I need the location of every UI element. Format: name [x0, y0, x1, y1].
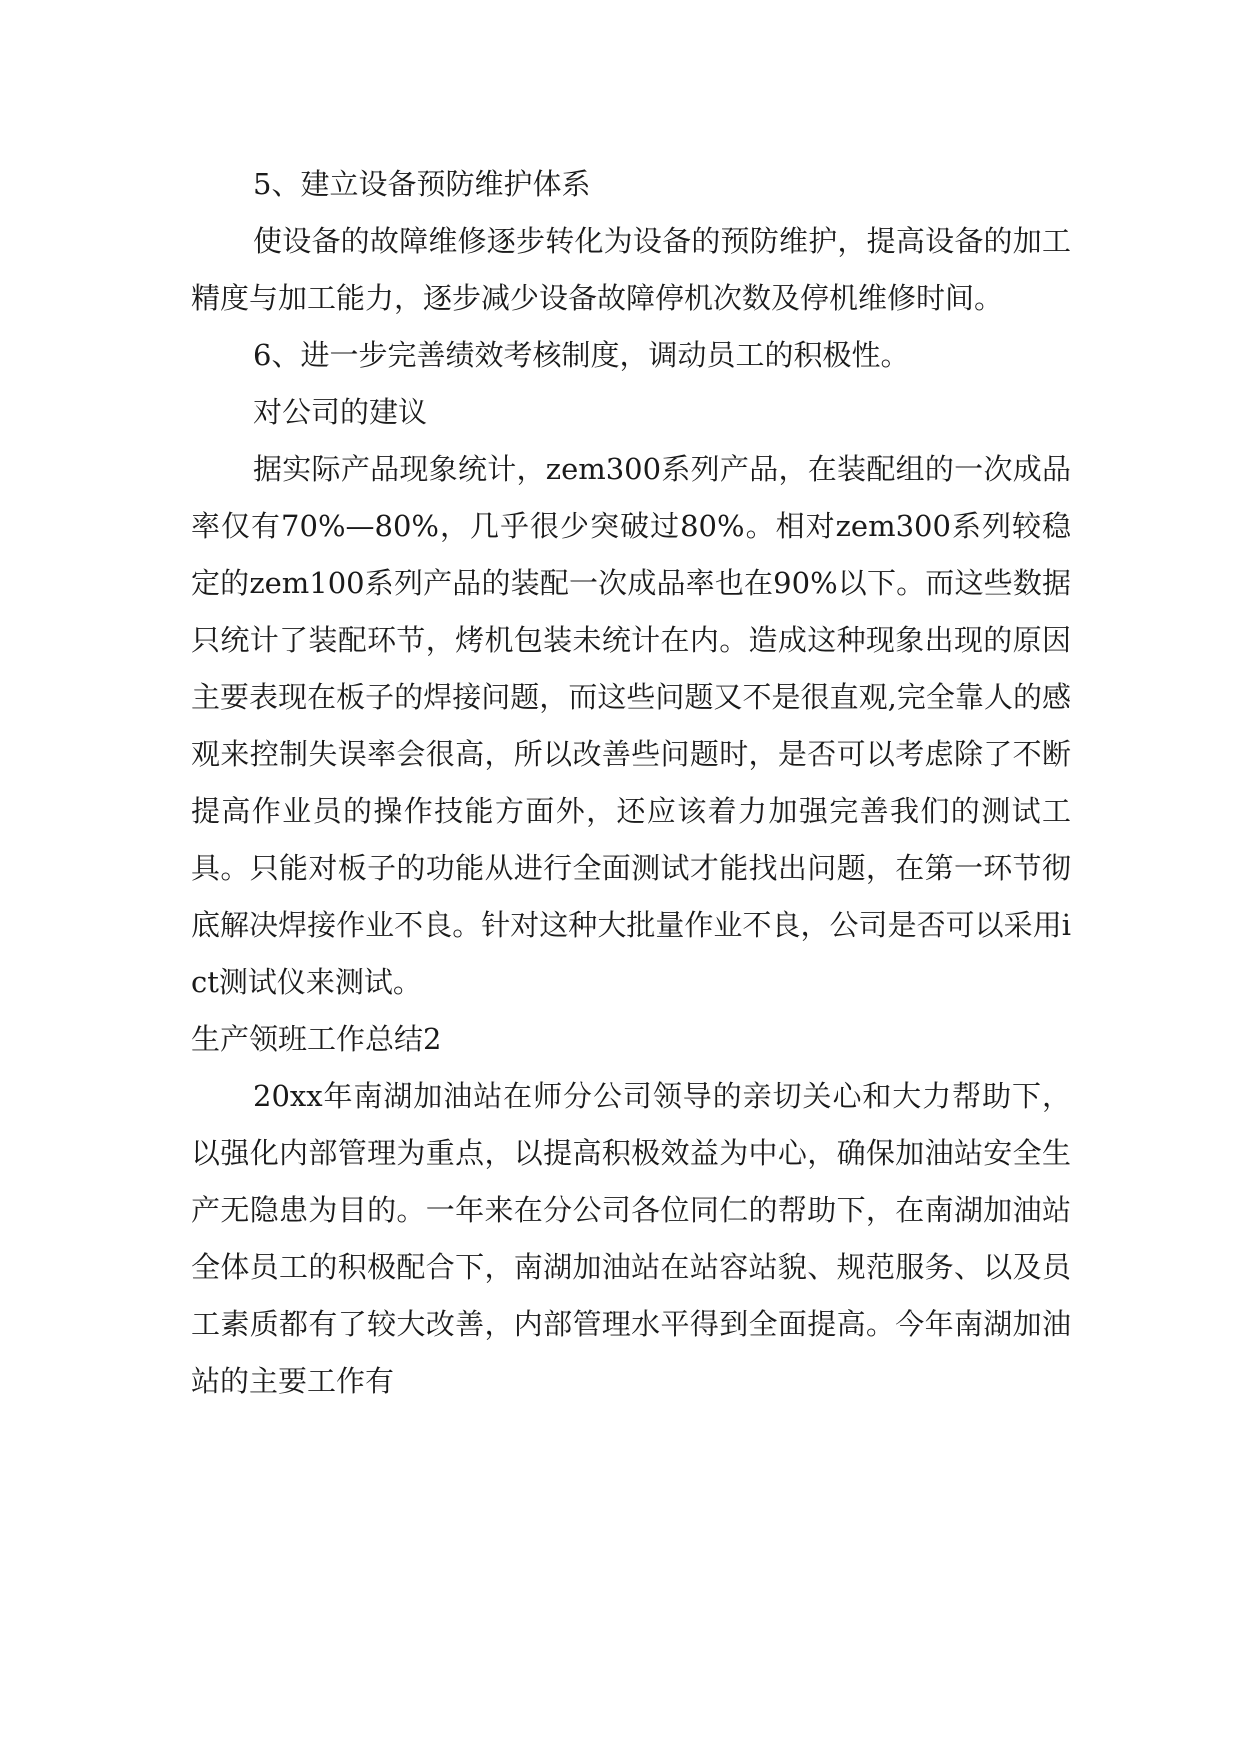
paragraph-suggestions: 据实际产品现象统计，zem300系列产品，在装配组的一次成品率仅有70%—80%，几乎很少突破过80%。相对zem300系列较稳定的zem100系列产品的装配一次成品率也在90%以下。而这些数据只统计了装配环节，烤机包装未统计在内。造成这种现象出现的原因主要表现在板子的焊接问题，而这些问题又不是很直观,完全靠人的感观来控制失误率会很高，所以改善些问题时，是否可以考虑除了不断提高作业员的操作技能方面外，还应该着力加强完善我们的测试工具。只能对板子的功能从进行全面测试才能找出问题，在第一环节彻底解决焊接作业不良。针对这种大批量作业不良，公司是否可以采用ict测试仪来测试。: [191, 452, 1071, 999]
section-heading-suggestions: 对公司的建议: [253, 395, 428, 429]
document-title-2: 生产领班工作总结2: [191, 1022, 442, 1056]
section-heading-6: 6、进一步完善绩效考核制度，调动员工的积极性。: [253, 338, 910, 372]
paragraph-equipment-maintenance: 使设备的故障维修逐步转化为设备的预防维护，提高设备的加工精度与加工能力，逐步减少设备故障停机次数及停机维修时间。: [191, 224, 1071, 315]
paragraph-gas-station-summary: 20xx年南湖加油站在师分公司领导的亲切关心和大力帮助下，以强化内部管理为重点，以提高积极效益为中心，确保加油站安全生产无隐患为目的。一年来在分公司各位同仁的帮助下，在南湖加油站全体员工的积极配合下，南湖加油站在站容站貌、规范服务、以及员工素质都有了较大改善，内部管理水平得到全面提高。今年南湖加油站的主要工作有: [191, 1079, 1071, 1398]
document-body: [191, 156, 1071, 1410]
section-heading-5: 5、建立设备预防维护体系: [253, 167, 591, 201]
